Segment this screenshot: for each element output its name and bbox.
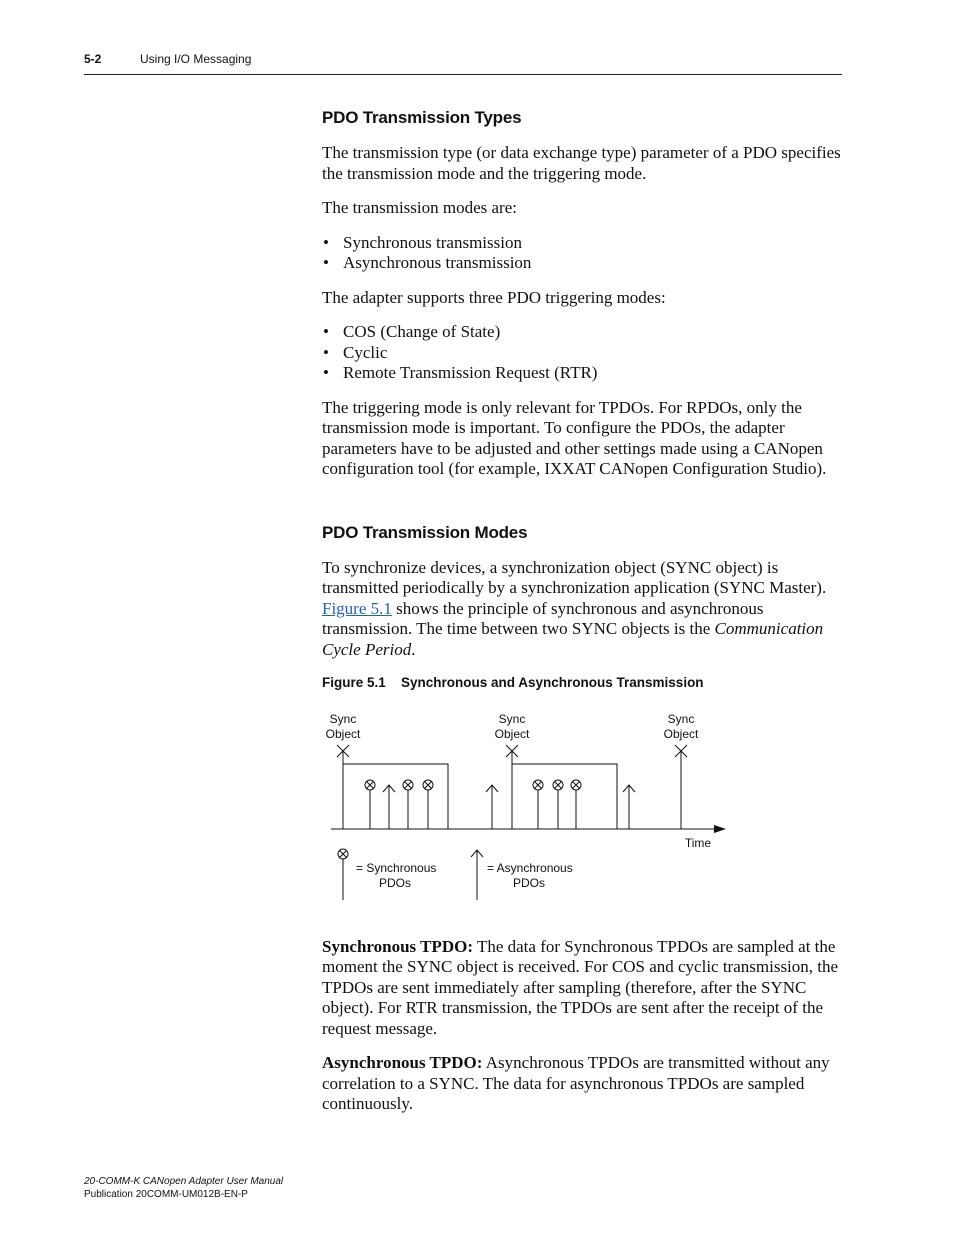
heading-transmission-types: PDO Transmission Types	[322, 108, 522, 127]
svg-text:Sync: Sync	[667, 711, 695, 726]
list-item: • Cyclic	[322, 343, 842, 364]
paragraph-async-tpdo	[322, 1053, 842, 1115]
figure-link[interactable]: Figure 5.1	[322, 598, 392, 618]
list-item: • Remote Transmission Request (RTR)	[322, 363, 842, 384]
footer-manual-title: 20-COMM-K CANopen Adapter User Manual	[84, 1176, 284, 1187]
sync-pdo-1-2	[403, 780, 413, 829]
sync-pdo-2-2	[553, 780, 563, 829]
time-label: Time	[684, 835, 712, 850]
sync-marker-3	[675, 745, 687, 829]
emphasis-cycle-period: Communication Cycle Period	[322, 619, 824, 659]
sync-pdo-2-1	[533, 780, 543, 829]
svg-text:Object: Object	[663, 726, 699, 741]
section-title: Using I/O Messaging	[140, 52, 252, 66]
list-triggering-modes	[322, 322, 842, 384]
page-header	[84, 52, 842, 75]
paragraph-modes-intro: The transmission modes are:	[322, 198, 517, 217]
paragraph-sync-tpdo	[322, 937, 842, 1040]
transmission-diagram	[322, 708, 742, 923]
term-sync-tpdo: Synchronous TPDO:	[322, 936, 473, 956]
sync-pdo-2-3	[571, 780, 581, 829]
sync-marker-2	[506, 745, 518, 829]
legend-sync-label: = Synchronous	[356, 860, 437, 875]
time-axis	[331, 825, 726, 833]
list-item: • COS (Change of State)	[322, 322, 842, 343]
list-transmission-modes	[322, 233, 842, 274]
figure-label: Figure 5.1	[322, 675, 386, 690]
paragraph-intro: The transmission type (or data exchange type) parameter of a PDO specifies the transmission mode and the triggering mode.	[322, 143, 841, 183]
async-pdo-3	[623, 785, 635, 829]
sync-text-a: To synchronize devices, a synchronization object (SYNC object) is transmitted periodically by a synchronization application (SYNC Master).	[322, 557, 827, 597]
sync-label-2	[495, 712, 530, 741]
legend-async-label-2: PDOs	[512, 875, 546, 890]
page-number: 5-2	[84, 52, 102, 66]
main-content	[322, 107, 842, 1115]
sync-text-b: shows the principle of synchronous and asynchronous transmission. The time between two SYNC objects is the	[322, 598, 764, 638]
legend-sync-icon	[338, 849, 348, 900]
sync-label-3	[664, 712, 699, 741]
svg-text:Sync: Sync	[498, 711, 526, 726]
async-pdo-1	[383, 785, 395, 829]
paragraph-triggers-intro: The adapter supports three PDO triggering modes:	[322, 287, 666, 307]
sync-pdo-1-3	[423, 780, 433, 829]
sync-label-1	[326, 712, 361, 741]
sync-pdo-1-1	[365, 780, 375, 829]
figure-caption	[322, 673, 842, 694]
async-pdo-2	[486, 785, 498, 829]
list-item: • Asynchronous transmission	[322, 253, 842, 274]
text-async-tpdo: Asynchronous TPDOs are transmitted without any correlation to a SYNC. The data for asynchronous TPDOs are sampled continuously.	[322, 1053, 830, 1113]
list-item: • Synchronous transmission	[322, 233, 842, 254]
cycle-window-2	[512, 764, 617, 829]
page-footer	[84, 1175, 283, 1201]
svg-text:Object: Object	[325, 726, 361, 741]
legend-sync-label-2: PDOs	[378, 875, 412, 890]
svg-text:Object: Object	[494, 726, 530, 741]
paragraph-note: The triggering mode is only relevant for TPDOs. For RPDOs, only the transmission mode is important. To configure the PDOs, the adapter parameters have to be adjusted and other settings made using a CANopen configuration tool (for example, IXXAT CANopen Configuration Studio).	[322, 397, 827, 478]
sync-marker-1	[337, 745, 349, 829]
term-async-tpdo: Asynchronous TPDO:	[322, 1053, 483, 1072]
text-sync-tpdo: The data for Synchronous TPDOs are sampled at the moment the SYNC object is received. For COS and cyclic transmission, the TPDOs are sent immediately after sampling (therefore, after the SYNC object). For RTR transmission, the TPDOs are sent after the receipt of the request message.	[322, 936, 839, 1038]
sync-text-end: .	[411, 639, 416, 659]
figure-title: Synchronous and Asynchronous Transmission	[401, 675, 704, 690]
footer-publication: Publication 20COMM-UM012B-EN-P	[84, 1189, 248, 1200]
heading-transmission-modes: PDO Transmission Modes	[322, 522, 528, 542]
svg-text:Sync: Sync	[329, 711, 357, 726]
legend-async-icon	[471, 850, 483, 900]
paragraph-sync	[322, 558, 842, 661]
cycle-window-1	[343, 764, 448, 829]
legend-async-label: = Asynchronous	[487, 860, 573, 875]
